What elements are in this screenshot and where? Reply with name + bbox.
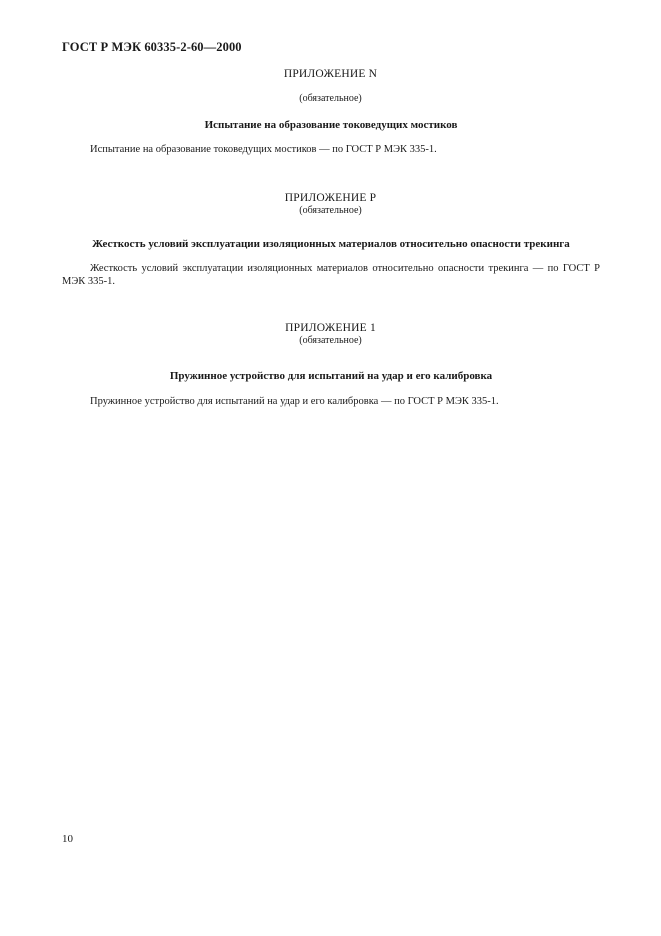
- annex-p-status: (обязательное): [299, 205, 362, 216]
- annex-n-title: Испытание на образование токоведущих мостиков: [204, 119, 458, 131]
- document-header: ГОСТ Р МЭК 60335-2-60—2000: [62, 40, 242, 54]
- annex-n-status: (обязательное): [299, 93, 362, 104]
- annex-1-body: Пружинное устройство для испытаний на удар и его калибровка — по ГОСТ Р МЭК 335-1.: [90, 396, 499, 407]
- annex-1-status: (обязательное): [299, 335, 362, 346]
- annex-p-title: Жесткость условий эксплуатации изоляционных материалов относительно опасности трекинга: [92, 238, 570, 250]
- annex-1-label: ПРИЛОЖЕНИЕ 1: [285, 322, 376, 334]
- annex-n-label: ПРИЛОЖЕНИЕ N: [283, 68, 378, 80]
- annex-1-title: Пружинное устройство для испытаний на удар и его калибровка: [169, 370, 493, 382]
- annex-p-label: ПРИЛОЖЕНИЕ Р: [284, 192, 377, 204]
- page-number: 10: [62, 833, 73, 845]
- annex-p-body: Жесткость условий эксплуатации изоляционных материалов относительно опасности трекинга — по ГОСТ Р МЭК 335-1.: [62, 263, 600, 287]
- annex-n-body: Испытание на образование токоведущих мостиков — по ГОСТ Р МЭК 335-1.: [90, 144, 437, 155]
